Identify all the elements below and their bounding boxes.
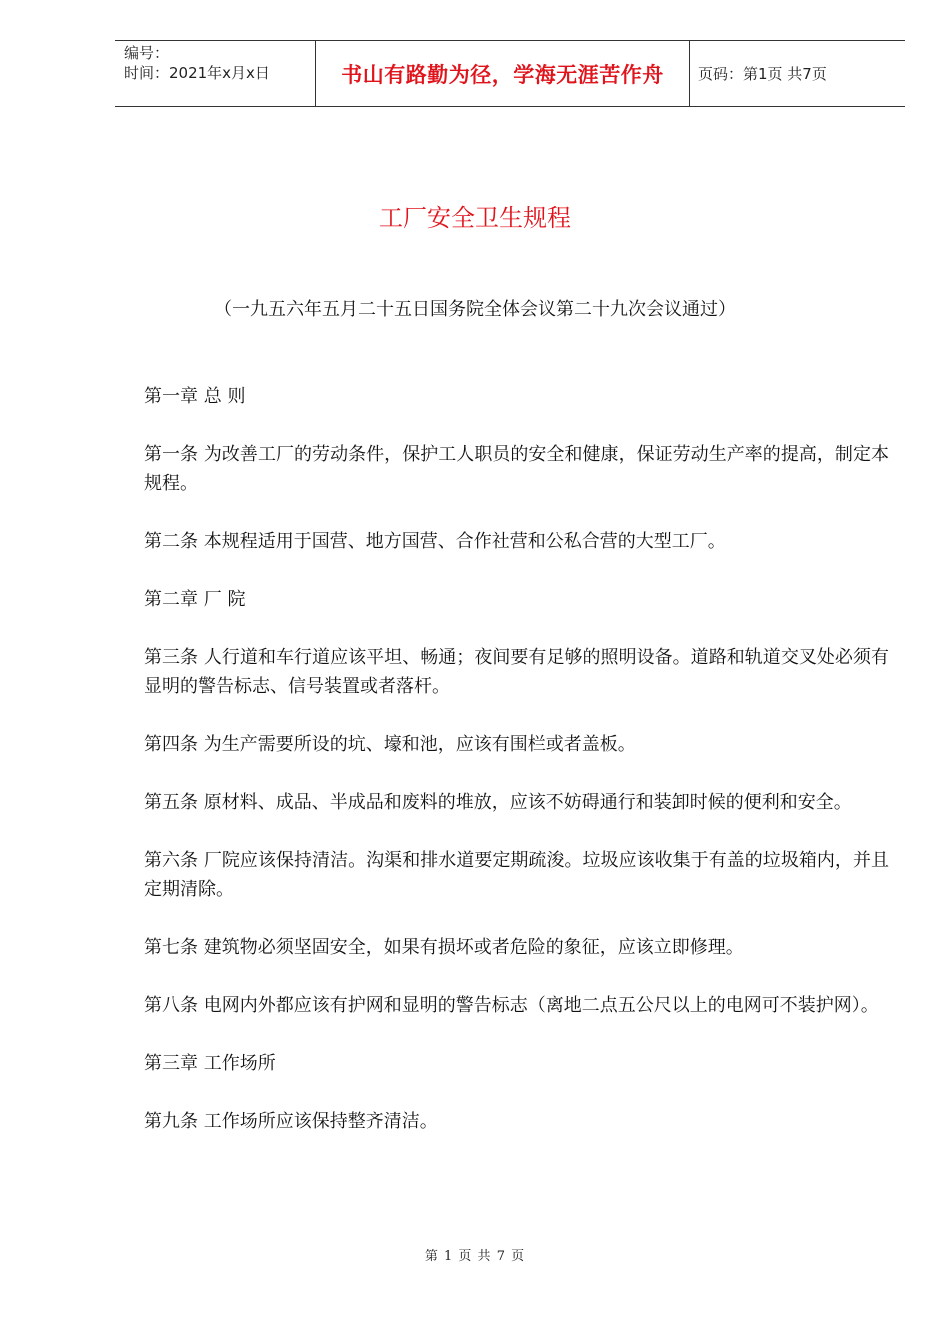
header-page-info: 页码：第1页 共7页 [698,65,827,83]
header-divider [689,41,690,106]
article-paragraph: 第六条 厂院应该保持清洁。沟渠和排水道要定期疏浚。垃圾应该收集于有盖的垃圾箱内，并且定期清除。 [144,850,889,900]
page-footer: 第 1 页 共 7 页 [424,1249,526,1264]
chapter-heading: 第三章 工作场所 [144,1053,276,1074]
document-title: 工厂安全卫生规程 [379,204,571,232]
article-paragraph: 第九条 工作场所应该保持整齐清洁。 [144,1111,438,1132]
chapter-heading: 第二章 厂 院 [144,589,246,610]
article-paragraph: 第四条 为生产需要所设的坑、壕和池，应该有围栏或者盖板。 [144,734,636,755]
number-label: 编号： [124,44,170,62]
time-label: 时间：2021年x月x日 [124,64,270,82]
article-paragraph: 第七条 建筑物必须坚固安全，如果有损坏或者危险的象征，应该立即修理。 [144,937,744,958]
header-motto: 书山有路勤为径，学海无涯苦作舟 [341,61,664,87]
article-paragraph: 第三条 人行道和车行道应该平坦、畅通；夜间要有足够的照明设备。道路和轨道交叉处必须有显明的警告标志、信号装置或者落杆。 [144,647,889,697]
article-paragraph: 第八条 电网内外都应该有护网和显明的警告标志（离地二点五公尺以上的电网可不装护网）。 [144,995,879,1016]
article-paragraph: 第五条 原材料、成品、半成品和废料的堆放，应该不妨碍通行和装卸时候的便利和安全。 [144,792,852,813]
page-header [115,40,905,107]
chapter-heading: 第一章 总 则 [144,386,246,407]
article-paragraph: 第二条 本规程适用于国营、地方国营、合作社营和公私合营的大型工厂。 [144,531,726,552]
document-body [144,382,889,1165]
document-subtitle: （一九五六年五月二十五日国务院全体会议第二十九次会议通过） [214,299,736,320]
article-paragraph: 第一条 为改善工厂的劳动条件，保护工人职员的安全和健康，保证劳动生产率的提高，制定本规程。 [144,444,889,494]
header-meta [124,43,270,83]
